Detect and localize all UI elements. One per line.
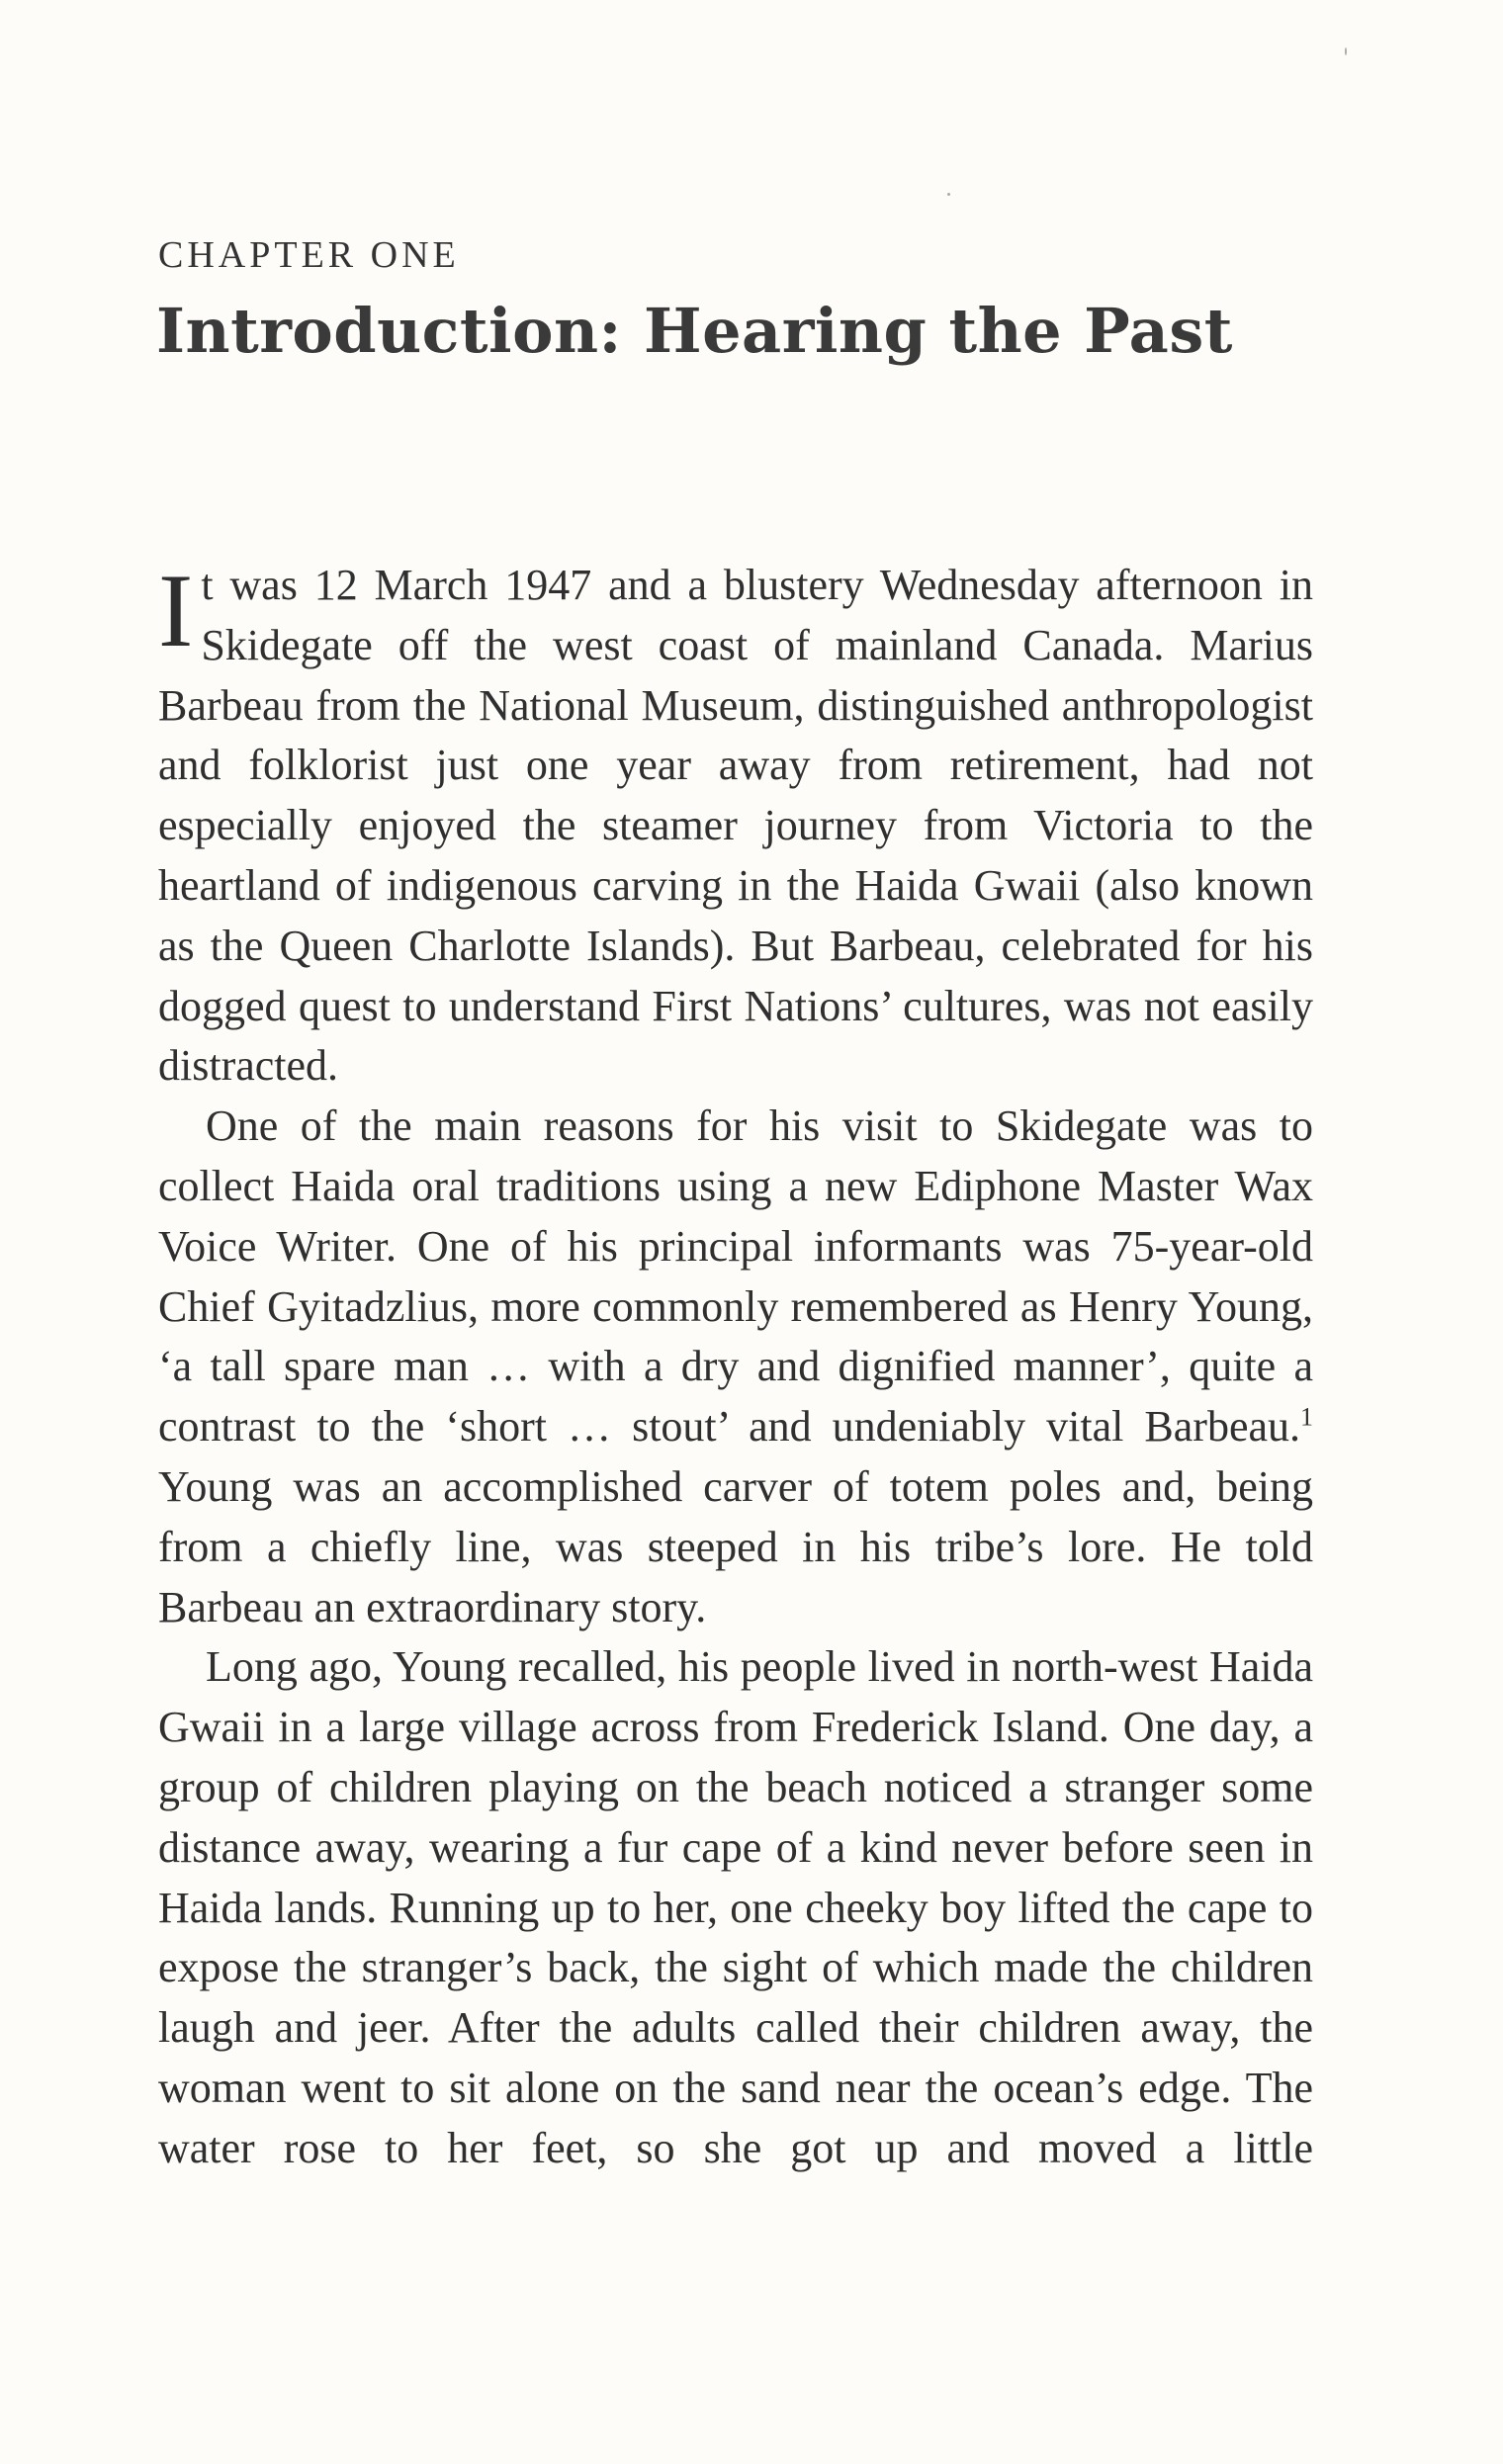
paragraph-1-text: t was 12 March 1947 and a blustery Wednesday afternoon in Skidegate off the west coast of mainland Canada. Marius Barbeau from the National Museum, distinguished anthropologist and folklorist just one year away from retirement, had not especially enjoyed the steamer journey from Victoria to the heartland of indigenous carving in the Haida Gwaii (also known as the Queen Charlotte Islands). But Barbeau, celebrated for his dogged quest to understand First Nations’ cultures, was not easily distracted. bbox=[158, 561, 1313, 1091]
paragraph-2-text-b: Young was an accomplished carver of totem poles and, being from a chiefly line, was steeped in his tribe’s lore. He told Barbeau an extraordinary story. bbox=[158, 1461, 1313, 1631]
paragraph-3 bbox=[158, 1637, 1313, 2178]
paragraph-1 bbox=[158, 553, 1313, 1097]
scan-speck bbox=[947, 193, 950, 196]
body-text bbox=[158, 553, 1313, 2179]
paragraph-3-text: Long ago, Young recalled, his people lived in north-west Haida Gwaii in a large village across from Frederick Island. One day, a group of children playing on the beach noticed a stranger some distance away, wearing a fur cape of a kind never before seen in Haida lands. Running up to her, one cheeky boy lifted the cape to expose the stranger’s back, the sight of which made the children laugh and jeer. After the adults called their children away, the woman went to sit alone on the sand near the ocean’s edge. The water rose to her feet, so she got up and moved a little bbox=[158, 1642, 1313, 2172]
paragraph-2-text-a: One of the main reasons for his visit to Skidegate was to collect Haida oral traditions using a new Ediphone Master Wax Voice Writer. One of his principal informants was 75-year-old Chief Gyitadzlius, more commonly remembered as Henry Young, ‘a tall spare man … with a dry and dignified manner’, quite a contrast to the ‘short … stout’ and undeniably vital Barbeau. bbox=[158, 1101, 1313, 1452]
footnote-marker[interactable]: 1 bbox=[1300, 1402, 1313, 1432]
chapter-label: CHAPTER ONE bbox=[158, 234, 460, 276]
paragraph-2 bbox=[158, 1097, 1313, 1637]
chapter-title: Introduction: Hearing the Past bbox=[156, 295, 1233, 367]
scan-speck bbox=[1345, 47, 1347, 55]
drop-cap: I bbox=[158, 553, 194, 668]
